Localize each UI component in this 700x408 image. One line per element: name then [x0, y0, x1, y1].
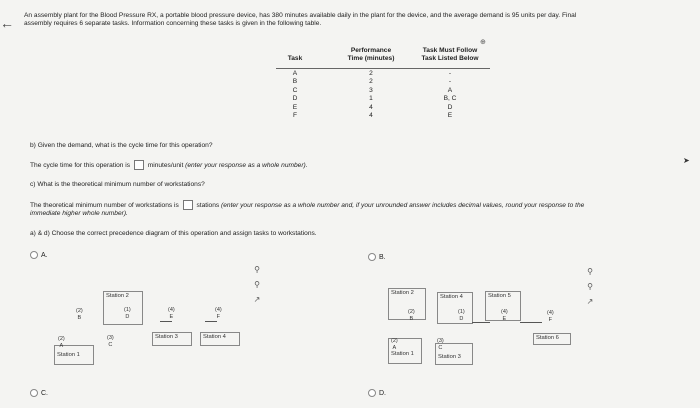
- diagram-a-node-d: (1) D: [124, 307, 131, 320]
- option-b-radio[interactable]: [368, 253, 376, 261]
- question-c-answer-pre: The theoretical minimum number of workstations is: [30, 201, 179, 209]
- diagram-b-node-e: (4) E: [501, 309, 508, 322]
- question-c-hint-line2: immediate higher whole number).: [30, 210, 128, 217]
- cursor-icon: ➤: [683, 156, 690, 165]
- expand-table-icon[interactable]: ⊕: [480, 39, 486, 46]
- diagram-b-station-4: Station 4: [437, 292, 473, 324]
- zoom-out-icon[interactable]: ⚲: [587, 282, 593, 291]
- diagram-a-edge-e-f: [205, 321, 217, 322]
- table-cell-follows: -: [448, 78, 452, 86]
- question-c-hint-line1: (enter your response as a whole number and, if your unrounded answer includes decimal values, round your response to the: [221, 201, 585, 209]
- option-d-label: D.: [379, 390, 386, 397]
- external-link-icon[interactable]: ↗: [586, 297, 594, 306]
- table-cell-follows: A: [447, 86, 453, 94]
- diagram-b-station-5: Station 5: [485, 291, 521, 321]
- table-cell-follows: D: [447, 103, 453, 111]
- table-cell-time: 3: [369, 86, 373, 94]
- zoom-in-icon[interactable]: ⚲: [587, 267, 593, 276]
- diagram-a-node-e: (4) E: [168, 307, 175, 320]
- diagram-a-node-b: (2) B: [76, 308, 83, 321]
- table-cell-task: E: [292, 103, 298, 111]
- diagram-b-node-d: (1) D: [458, 309, 465, 322]
- diagram-b-edge-d-e: [472, 322, 490, 323]
- table-cell-time: 4: [369, 103, 373, 111]
- diagram-a-station-2: Station 2: [103, 291, 143, 325]
- table-header-follow: Task Must Follow Task Listed Below: [421, 47, 479, 62]
- table-cell-follows: B, C: [443, 95, 457, 103]
- diagram-b-station-6: Station 6: [533, 333, 571, 345]
- diagram-a-node-f: (4) F: [215, 307, 222, 320]
- diagram-b-edge-e-f: [520, 322, 542, 323]
- option-a-label: A.: [41, 252, 48, 259]
- diagram-b-node-f: (4) F: [547, 310, 554, 323]
- table-column-task: [276, 70, 314, 120]
- external-link-icon[interactable]: ↗: [253, 295, 261, 304]
- table-cell-time: 1: [369, 95, 373, 103]
- table-cell-task: D: [292, 95, 298, 103]
- diagram-a-station-3: Station 3: [152, 332, 192, 346]
- question-b-prompt: b) Given the demand, what is the cycle time for this operation?: [30, 142, 213, 149]
- diagram-b-node-b: (2) B: [408, 309, 415, 322]
- diagram-a-station-1: Station 1: [54, 345, 94, 365]
- diagram-b-node-c: (3) C: [437, 338, 444, 351]
- diagram-b-station-2: Station 2: [388, 288, 426, 320]
- table-column-time: [338, 70, 404, 120]
- table-cell-task: B: [292, 78, 298, 86]
- question-c-prompt: c) What is the theoretical minimum number of workstations?: [30, 181, 205, 188]
- table-cell-task: A: [292, 70, 298, 77]
- question-b-answer-row: [30, 160, 308, 170]
- diagram-b-station-1: Station 1: [388, 338, 422, 364]
- cycle-time-input[interactable]: [134, 160, 144, 170]
- diagram-a-station-4: Station 4: [200, 332, 240, 346]
- question-b-hint: (enter your response as a whole number).: [185, 161, 308, 169]
- table-cell-task: C: [292, 86, 298, 94]
- table-cell-time: 2: [369, 70, 373, 77]
- option-b-radio-row[interactable]: [368, 253, 386, 262]
- diagram-b-station-3: Station 3: [435, 343, 473, 365]
- zoom-in-icon[interactable]: ⚲: [254, 265, 260, 274]
- question-b-answer-pre: The cycle time for this operation is: [30, 161, 131, 169]
- question-b-answer-post: minutes/unit: [147, 161, 184, 169]
- option-c-label: C.: [41, 390, 48, 397]
- option-d-radio[interactable]: [368, 389, 376, 397]
- option-c-radio[interactable]: [30, 389, 38, 397]
- question-ad-prompt: a) & d) Choose the correct precedence diagram of this operation and assign tasks to workstations.: [30, 230, 317, 237]
- question-c-answer-row: [30, 200, 680, 210]
- diagram-b-node-a: (2) A: [391, 338, 398, 351]
- question-c-answer-post: stations: [196, 201, 220, 209]
- table-header-performance: Performance Time (minutes): [347, 47, 395, 62]
- table-cell-follows: E: [447, 112, 453, 120]
- table-header-task: Task: [287, 55, 303, 62]
- diagram-a-node-c: (3) C: [107, 335, 114, 348]
- problem-intro-line1: An assembly plant for the Blood Pressure RX, a portable blood pressure device, has 380 minutes available daily in the plant for the device, and the average demand is 95 units per day. Final: [24, 12, 577, 19]
- option-a-radio-row[interactable]: [30, 251, 48, 260]
- diagram-a-edge-d-e: [160, 321, 172, 322]
- back-arrow-icon[interactable]: ←: [0, 15, 14, 31]
- table-column-follows: [412, 70, 488, 120]
- option-d-radio-row[interactable]: [368, 389, 386, 398]
- workstations-input[interactable]: [183, 200, 193, 210]
- problem-intro: [24, 12, 674, 28]
- zoom-out-icon[interactable]: ⚲: [254, 280, 260, 289]
- table-cell-time: 4: [369, 112, 373, 120]
- option-a-radio[interactable]: [30, 251, 38, 259]
- table-cell-task: F: [292, 112, 298, 120]
- option-c-radio-row[interactable]: [30, 389, 48, 398]
- table-cell-follows: -: [448, 70, 452, 77]
- diagram-a-node-a: (2) A: [58, 336, 65, 349]
- problem-intro-line2: assembly requires 6 separate tasks. Information concerning these tasks is given in the following table.: [24, 20, 322, 27]
- table-cell-time: 2: [369, 78, 373, 86]
- table-header-rule: [276, 68, 490, 69]
- option-b-label: B.: [379, 254, 386, 261]
